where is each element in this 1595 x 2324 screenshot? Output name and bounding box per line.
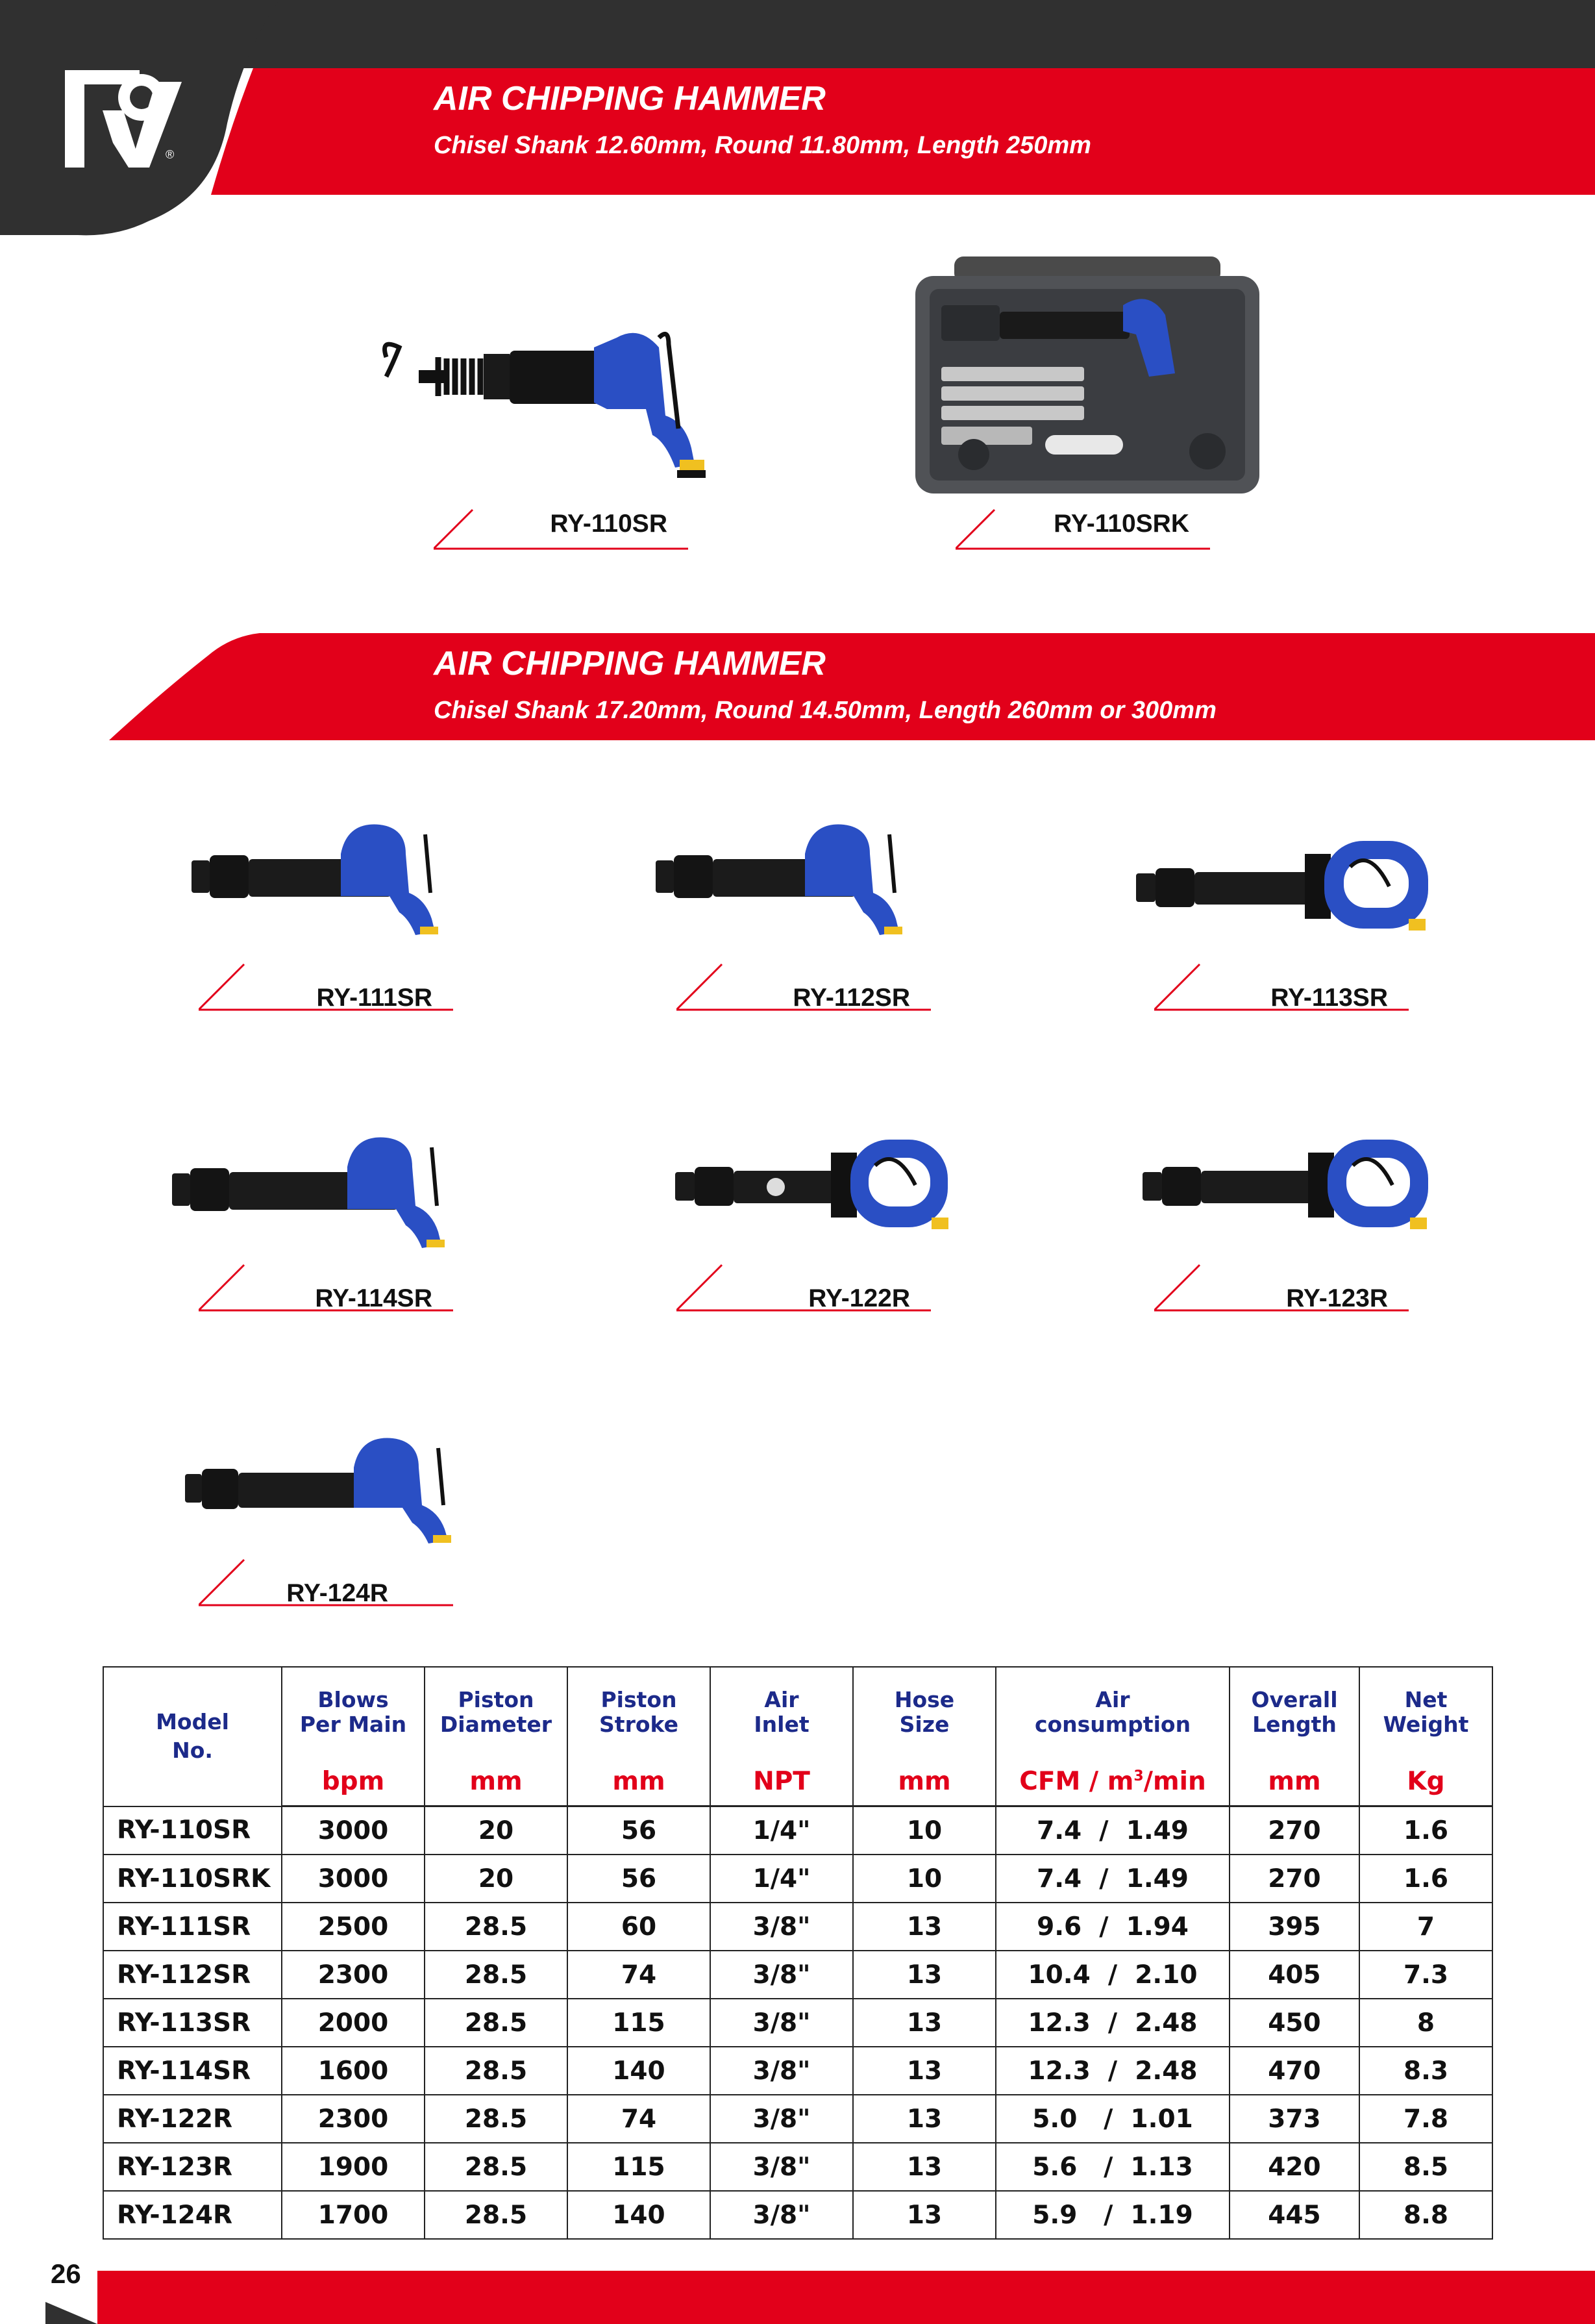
table-body xyxy=(103,1806,1492,2240)
tool-ry-111sr-image xyxy=(185,815,484,945)
column-header: Air consumption xyxy=(996,1667,1230,1757)
product-name: RY-110SR xyxy=(550,510,667,538)
value-cell: 115 xyxy=(567,1999,710,2047)
column-header: Overall Length xyxy=(1230,1667,1359,1757)
value-cell: 28.5 xyxy=(425,2047,567,2095)
value-cell: 13 xyxy=(853,1999,996,2047)
value-cell: 56 xyxy=(567,1855,710,1903)
section-1-title: AIR CHIPPING HAMMER xyxy=(434,80,826,118)
value-cell: 1.6 xyxy=(1359,1855,1492,1903)
product-label-ry-113sr xyxy=(1154,945,1409,1023)
value-cell: 74 xyxy=(567,2095,710,2143)
value-cell: 9.6 / 1.94 xyxy=(996,1903,1230,1951)
value-cell: 115 xyxy=(567,2143,710,2191)
tool-ry-110sr-image xyxy=(380,312,769,494)
column-header: Piston Diameter xyxy=(425,1667,567,1757)
value-cell: 28.5 xyxy=(425,1903,567,1951)
column-header: Air Inlet xyxy=(710,1667,853,1757)
value-cell: 13 xyxy=(853,1903,996,1951)
product-label-ry-124r xyxy=(199,1540,453,1618)
value-cell: 450 xyxy=(1230,1999,1359,2047)
table-row xyxy=(103,2191,1492,2239)
table-row xyxy=(103,1855,1492,1903)
value-cell: 7 xyxy=(1359,1903,1492,1951)
product-label-ry-112sr xyxy=(676,945,931,1023)
tool-ry-113sr-image xyxy=(1130,821,1441,958)
value-cell: 5.6 / 1.13 xyxy=(996,2143,1230,2191)
product-label-ry-122r xyxy=(676,1245,931,1323)
value-cell: 8.3 xyxy=(1359,2047,1492,2095)
value-cell: 1900 xyxy=(282,2143,425,2191)
column-header: Piston Stroke xyxy=(567,1667,710,1757)
model-cell: RY-112SR xyxy=(103,1951,282,1999)
spec-table xyxy=(103,1666,1493,2240)
product-name: RY-110SRK xyxy=(1054,510,1189,538)
product-name: RY-122R xyxy=(808,1284,910,1312)
tool-ry-124r-image xyxy=(179,1422,490,1552)
value-cell: 12.3 / 2.48 xyxy=(996,2047,1230,2095)
value-cell: 2300 xyxy=(282,1951,425,1999)
value-cell: 140 xyxy=(567,2191,710,2239)
value-cell: 3/8" xyxy=(710,1951,853,1999)
product-name: RY-123R xyxy=(1286,1284,1388,1312)
value-cell: 270 xyxy=(1230,1855,1359,1903)
value-cell: 1700 xyxy=(282,2191,425,2239)
value-cell: 60 xyxy=(567,1903,710,1951)
value-cell: 3/8" xyxy=(710,1999,853,2047)
value-cell: 74 xyxy=(567,1951,710,1999)
unit-cell: mm xyxy=(567,1757,710,1806)
table-header-row xyxy=(103,1667,1492,1757)
value-cell: 3000 xyxy=(282,1806,425,1855)
tool-ry-114sr-image xyxy=(166,1127,490,1256)
value-cell: 2000 xyxy=(282,1999,425,2047)
value-cell: 3/8" xyxy=(710,2191,853,2239)
section-1-subtitle: Chisel Shank 12.60mm, Round 11.80mm, Length 250mm xyxy=(434,132,1091,159)
product-name: RY-113SR xyxy=(1270,984,1388,1012)
table-row xyxy=(103,2143,1492,2191)
table-row xyxy=(103,2047,1492,2095)
value-cell: 28.5 xyxy=(425,2143,567,2191)
brand-logo xyxy=(65,70,214,174)
value-cell: 470 xyxy=(1230,2047,1359,2095)
value-cell: 10 xyxy=(853,1855,996,1903)
value-cell: 373 xyxy=(1230,2095,1359,2143)
header-1-shapes xyxy=(0,0,1595,237)
model-cell: RY-110SRK xyxy=(103,1855,282,1903)
value-cell: 8.5 xyxy=(1359,2143,1492,2191)
value-cell: 1/4" xyxy=(710,1855,853,1903)
value-cell: 3/8" xyxy=(710,2047,853,2095)
value-cell: 7.4 / 1.49 xyxy=(996,1855,1230,1903)
product-name: RY-124R xyxy=(286,1579,388,1607)
value-cell: 13 xyxy=(853,2095,996,2143)
product-label-ry-110sr xyxy=(434,495,688,573)
value-cell: 28.5 xyxy=(425,1951,567,1999)
value-cell: 13 xyxy=(853,2143,996,2191)
value-cell: 3/8" xyxy=(710,1903,853,1951)
table-row xyxy=(103,1903,1492,1951)
value-cell: 8.8 xyxy=(1359,2191,1492,2239)
model-cell: RY-110SR xyxy=(103,1806,282,1855)
value-cell: 5.9 / 1.19 xyxy=(996,2191,1230,2239)
section-2-title: AIR CHIPPING HAMMER xyxy=(434,645,826,682)
model-cell: RY-124R xyxy=(103,2191,282,2239)
value-cell: 28.5 xyxy=(425,1999,567,2047)
table-row xyxy=(103,2095,1492,2143)
value-cell: 395 xyxy=(1230,1903,1359,1951)
value-cell: 12.3 / 2.48 xyxy=(996,1999,1230,2047)
product-label-ry-123r xyxy=(1154,1245,1409,1323)
table-row xyxy=(103,1806,1492,1855)
unit-cell: mm xyxy=(853,1757,996,1806)
header-line: Model xyxy=(156,1709,229,1735)
value-cell: 1/4" xyxy=(710,1806,853,1855)
table-unit-row xyxy=(103,1757,1492,1806)
registered-mark: ® xyxy=(166,148,175,161)
tool-ry-123r-image xyxy=(1136,1120,1441,1256)
unit-cell: Kg xyxy=(1359,1757,1492,1806)
section-2-subtitle: Chisel Shank 17.20mm, Round 14.50mm, Length 260mm or 300mm xyxy=(434,697,1217,724)
model-header xyxy=(103,1667,282,1806)
value-cell: 2500 xyxy=(282,1903,425,1951)
value-cell: 1.6 xyxy=(1359,1806,1492,1855)
product-label-ry-114sr xyxy=(199,1245,453,1323)
unit-cell: CFM / $m^3/\min$ xyxy=(996,1757,1230,1806)
value-cell: 28.5 xyxy=(425,2191,567,2239)
tool-ry-110srk-case-image xyxy=(915,256,1259,494)
value-cell: 3/8" xyxy=(710,2143,853,2191)
tool-ry-112sr-image xyxy=(649,815,948,945)
table-row xyxy=(103,1999,1492,2047)
value-cell: 420 xyxy=(1230,2143,1359,2191)
value-cell: 5.0 / 1.01 xyxy=(996,2095,1230,2143)
model-cell: RY-111SR xyxy=(103,1903,282,1951)
value-cell: 8 xyxy=(1359,1999,1492,2047)
product-name: RY-112SR xyxy=(793,984,910,1012)
value-cell: 1600 xyxy=(282,2047,425,2095)
footer-red-band xyxy=(0,2271,1595,2324)
value-cell: 445 xyxy=(1230,2191,1359,2239)
value-cell: 28.5 xyxy=(425,2095,567,2143)
model-cell: RY-114SR xyxy=(103,2047,282,2095)
value-cell: 405 xyxy=(1230,1951,1359,1999)
value-cell: 56 xyxy=(567,1806,710,1855)
unit-cell: bpm xyxy=(282,1757,425,1806)
header-line: No. xyxy=(172,1738,213,1764)
value-cell: 3/8" xyxy=(710,2095,853,2143)
column-header: Hose Size xyxy=(853,1667,996,1757)
unit-cell: NPT xyxy=(710,1757,853,1806)
table-row xyxy=(103,1951,1492,1999)
value-cell: 10 xyxy=(853,1806,996,1855)
model-cell: RY-113SR xyxy=(103,1999,282,2047)
value-cell: 140 xyxy=(567,2047,710,2095)
product-name: RY-114SR xyxy=(315,1284,432,1312)
value-cell: 7.3 xyxy=(1359,1951,1492,1999)
value-cell: 270 xyxy=(1230,1806,1359,1855)
product-label-ry-110srk xyxy=(956,495,1210,573)
product-label-ry-111sr xyxy=(199,945,453,1023)
unit-cell: mm xyxy=(1230,1757,1359,1806)
value-cell: 2300 xyxy=(282,2095,425,2143)
tool-ry-122r-image xyxy=(669,1120,961,1256)
value-cell: 7.4 / 1.49 xyxy=(996,1806,1230,1855)
column-header: Blows Per Main xyxy=(282,1667,425,1757)
page-number: 26 xyxy=(51,2258,81,2289)
value-cell: 13 xyxy=(853,1951,996,1999)
model-cell: RY-123R xyxy=(103,2143,282,2191)
product-name: RY-111SR xyxy=(316,984,432,1012)
value-cell: 20 xyxy=(425,1855,567,1903)
value-cell: 20 xyxy=(425,1806,567,1855)
unit-cell: mm xyxy=(425,1757,567,1806)
value-cell: 3000 xyxy=(282,1855,425,1903)
value-cell: 13 xyxy=(853,2047,996,2095)
model-cell: RY-122R xyxy=(103,2095,282,2143)
column-header: Net Weight xyxy=(1359,1667,1492,1757)
value-cell: 10.4 / 2.10 xyxy=(996,1951,1230,1999)
value-cell: 7.8 xyxy=(1359,2095,1492,2143)
value-cell: 13 xyxy=(853,2191,996,2239)
